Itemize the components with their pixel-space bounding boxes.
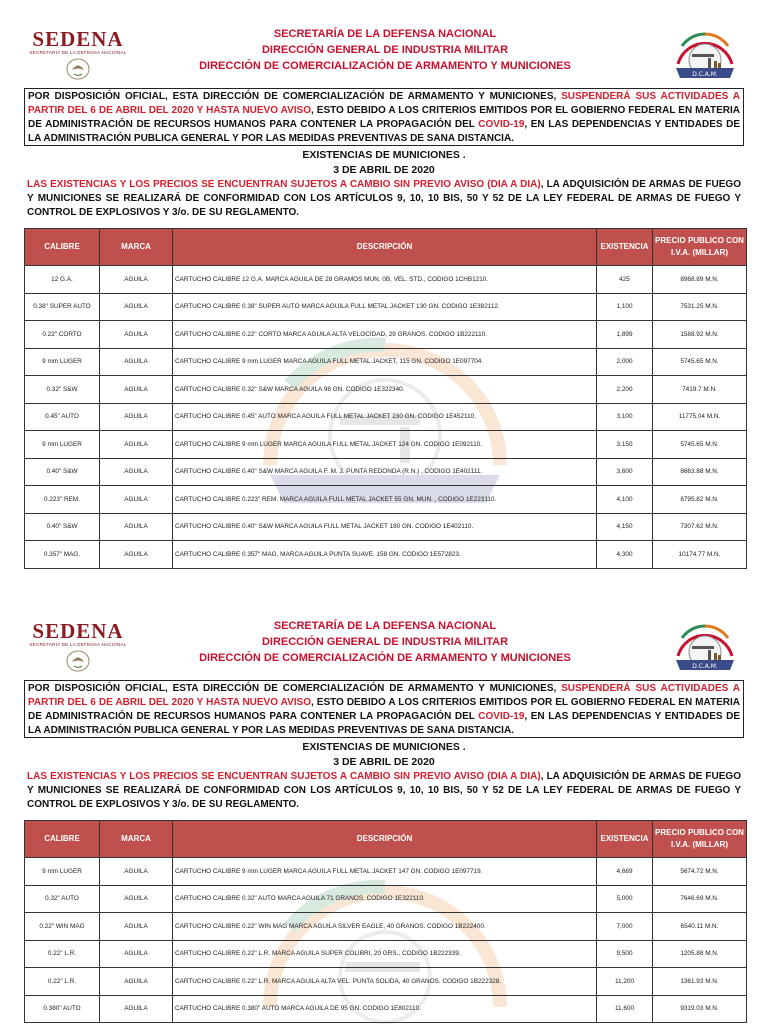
cell-calibre: 0.223" REM. bbox=[25, 486, 100, 514]
table-row bbox=[25, 348, 747, 376]
table-row bbox=[25, 266, 747, 294]
cell-precio: 5745.65 M.N. bbox=[653, 431, 747, 459]
cell-marca: AGUILA bbox=[100, 885, 173, 913]
cell-descripcion: CARTUCHO CALIBRE 0.38" SUPER AUTO MARCA AGUILA FULL METAL JACKET 130 GN. CODIGO 1E382112. bbox=[173, 293, 597, 321]
cell-precio: 1361.93 M.N. bbox=[653, 968, 747, 996]
cell-marca: AGUILA bbox=[100, 995, 173, 1023]
table-row bbox=[25, 458, 747, 486]
cell-calibre: 0.22" CORTO bbox=[25, 321, 100, 349]
sedena-logo bbox=[22, 28, 134, 85]
existencias-title: EXISTENCIAS DE MUNICIONES . bbox=[302, 149, 466, 161]
cell-marca: AGUILA bbox=[100, 376, 173, 404]
ammunition-table-page-1 bbox=[24, 228, 747, 569]
cell-descripcion: CARTUCHO CALIBRE 12 G.A. MARCA AGUILA DE 28 GRAMOS MUN. 0B, VEL. STD., CODIGO 1CHB1210. bbox=[173, 266, 597, 294]
cell-descripcion: CARTUCHO CALIBRE 0.357" MAG. MARCA AGUILA PUNTA SUAVE, 158 GN. CODIGO 1E572823. bbox=[173, 541, 597, 569]
cell-existencia: 1,899 bbox=[597, 321, 653, 349]
sedena-logo-wordmark: SEDENA bbox=[32, 619, 124, 643]
cell-precio: 7531.25 M.N. bbox=[653, 293, 747, 321]
table-header-row bbox=[25, 821, 747, 858]
cell-calibre: 9 mm LUGER bbox=[25, 431, 100, 459]
cell-descripcion: CARTUCHO CALIBRE 0.22" CORTO MARCA AGUILA ALTA VELOCIDAD, 29 GRANOS. CODIGO 1B222110. bbox=[173, 321, 597, 349]
sedena-logo-subtitle: SECRETARÍA DE LA DEFENSA NACIONAL bbox=[29, 642, 127, 647]
cell-descripcion: CARTUCHO CALIBRE 0.32" AUTO MARCA AGUILA 71 GRANOS. CODIGO 1E322110. bbox=[173, 885, 597, 913]
cell-precio: 8968.89 M.N. bbox=[653, 266, 747, 294]
cell-descripcion: CARTUCHO CALIBRE 0.40" S&W MARCA AGUILA FULL METAL JACKET 180 GN. CODIGO 1E402110. bbox=[173, 513, 597, 541]
table-row bbox=[25, 541, 747, 569]
header-calibre: CALIBRE bbox=[25, 229, 100, 266]
notice-text-1: POR DISPOSICIÓN OFICIAL, ESTA DIRECCIÓN DE COMERCIALIZACIÓN DE ARMAMENTO Y MUNICIONES, bbox=[28, 91, 562, 102]
cell-calibre: 9 mm LUGER bbox=[25, 858, 100, 886]
title-direccion-comercializacion: DIRECCIÓN DE COMERCIALIZACIÓN DE ARMAMENTO Y MUNICIONES bbox=[199, 60, 571, 72]
cell-existencia: 2,000 bbox=[597, 348, 653, 376]
cell-marca: AGUILA bbox=[100, 458, 173, 486]
cell-descripcion: CARTUCHO CALIBRE 0.380" AUTO MARCA AGUILA DE 95 GN. CODIGO 1E802110. bbox=[173, 995, 597, 1023]
cell-existencia: 5,000 bbox=[597, 885, 653, 913]
cell-calibre: 0.22" L.R. bbox=[25, 940, 100, 968]
cell-descripcion: CARTUCHO CALIBRE 0.32" S&W MARCA AGUILA 98 GN. CODIGO 1E322340. bbox=[173, 376, 597, 404]
cell-calibre: 0.40" S&W bbox=[25, 458, 100, 486]
disclaimer-highlight: LAS EXISTENCIAS Y LOS PRECIOS SE ENCUENTRAN SUJETOS A CAMBIO SIN PREVIO AVISO (DIA A DIA) bbox=[27, 179, 541, 190]
table-row bbox=[25, 513, 747, 541]
sedena-logo bbox=[22, 620, 134, 677]
cell-marca: AGUILA bbox=[100, 266, 173, 294]
notice-text-3: , EN LAS DEPENDENCIAS Y ENTIDADES DE LA ADMINISTRACIÓN PUBLICA GENERAL Y POR LAS MEDIDAS PREVENTIVAS DE SANA DISTANCIA. bbox=[28, 711, 741, 736]
notice-suspension-highlight: SUSPENDERÁ SUS ACTIVIDADES A PARTIR DEL 6 DE ABRIL DEL 2020 Y HASTA NUEVO AVISO bbox=[28, 683, 740, 708]
cell-descripcion: CARTUCHO CALIBRE 9 mm LUGER MARCA AGUILA FULL METAL JACKET, 115 GN. CODIGO 1E097704. bbox=[173, 348, 597, 376]
cell-calibre: 9 mm LUGER bbox=[25, 348, 100, 376]
dcam-logo bbox=[668, 24, 742, 86]
suspension-notice bbox=[24, 680, 744, 738]
cell-precio: 5674.72 M.N. bbox=[653, 858, 747, 886]
cell-precio: 10174.77 M.N. bbox=[653, 541, 747, 569]
dcam-logo-text: D.C.A.M. bbox=[692, 71, 718, 78]
cell-marca: AGUILA bbox=[100, 913, 173, 941]
report-date: 3 DE ABRIL DE 2020 bbox=[333, 756, 435, 768]
cell-marca: AGUILA bbox=[100, 486, 173, 514]
cell-calibre: 12 G.A. bbox=[25, 266, 100, 294]
cell-existencia: 4,669 bbox=[597, 858, 653, 886]
cell-calibre: 0.357" MAG. bbox=[25, 541, 100, 569]
cell-descripcion: CARTUCHO CALIBRE 0.223" REM. MARCA AGUILA FULL METAL JACKET 55 GN. MUN. , CODIGO 1E223110. bbox=[173, 486, 597, 514]
header-precio: PRECIO PUBLICO CON I.V.A. (MILLAR) bbox=[653, 821, 747, 858]
cell-marca: AGUILA bbox=[100, 403, 173, 431]
cell-descripcion: CARTUCHO CALIBRE 0.22" L.R. MARCA AGUILA SUPER COLIBRI, 20 GRS., CODIGO 1B222339. bbox=[173, 940, 597, 968]
cell-existencia: 1,100 bbox=[597, 293, 653, 321]
cell-descripcion: CARTUCHO CALIBRE 0.40" S&W MARCA AGUILA F. M. J. PUNTA REDONDA (R.N.) . CODIGO 1E402111. bbox=[173, 458, 597, 486]
title-secretaria: SECRETARÍA DE LA DEFENSA NACIONAL bbox=[273, 620, 497, 632]
cell-existencia: 3,100 bbox=[597, 403, 653, 431]
cell-marca: AGUILA bbox=[100, 513, 173, 541]
cell-existencia: 4,100 bbox=[597, 486, 653, 514]
header-titles bbox=[160, 618, 610, 666]
table-row bbox=[25, 403, 747, 431]
notice-text-2: , ESTO DEBIDO A LOS CRITERIOS EMITIDOS POR EL GOBIERNO FEDERAL EN MATERIA DE ADMINISTRACIÓN DE RECURSOS HUMANOS PARA CONTENER LA PROPAGACIÓN DEL bbox=[28, 105, 740, 130]
cell-calibre: 0.45" AUTO bbox=[25, 403, 100, 431]
header-existencia: EXISTENCIA bbox=[597, 229, 653, 266]
table-row bbox=[25, 885, 747, 913]
notice-covid-highlight: COVID-19 bbox=[478, 711, 525, 722]
page-header bbox=[0, 616, 768, 676]
title-secretaria: SECRETARÍA DE LA DEFENSA NACIONAL bbox=[273, 28, 497, 40]
cell-precio: 1205.88 M.N. bbox=[653, 940, 747, 968]
table-row bbox=[25, 858, 747, 886]
sedena-logo-subtitle: SECRETARÍA DE LA DEFENSA NACIONAL bbox=[29, 50, 127, 55]
cell-marca: AGUILA bbox=[100, 321, 173, 349]
cell-existencia: 425 bbox=[597, 266, 653, 294]
cell-calibre: 0.22" L.R. bbox=[25, 968, 100, 996]
header-descripcion: DESCRIPCIÓN bbox=[173, 229, 597, 266]
document-page-2 bbox=[0, 592, 768, 1024]
cell-precio: 1588.92 M.N. bbox=[653, 321, 747, 349]
disclaimer-highlight: LAS EXISTENCIAS Y LOS PRECIOS SE ENCUENTRAN SUJETOS A CAMBIO SIN PREVIO AVISO (DIA A DIA) bbox=[27, 771, 541, 782]
cell-precio: 11775.04 M.N. bbox=[653, 403, 747, 431]
table-row bbox=[25, 486, 747, 514]
disclaimer-text: , LA ADQUISICIÓN DE ARMAS DE FUEGO Y MUNICIONES SE REALIZARÁ DE CONFORMIDAD CON LOS ARTÍCULOS 9, 10, 10 BIS, 50 Y 52 DE LA LEY FEDERAL DE ARMAS DE FUEGO Y CONTROL DE EXPLOSIVOS Y 3/o. DE SU REGLAMENTO. bbox=[27, 179, 741, 218]
cell-precio: 9319.03 M.N. bbox=[653, 995, 747, 1023]
header-titles bbox=[160, 26, 610, 74]
header-existencia: EXISTENCIA bbox=[597, 821, 653, 858]
title-direccion-general: DIRECCIÓN GENERAL DE INDUSTRIA MILITAR bbox=[261, 44, 509, 56]
cell-calibre: 0.38" SUPER AUTO bbox=[25, 293, 100, 321]
cell-marca: AGUILA bbox=[100, 431, 173, 459]
cell-existencia: 9,500 bbox=[597, 940, 653, 968]
header-marca: MARCA bbox=[100, 229, 173, 266]
cell-existencia: 4,300 bbox=[597, 541, 653, 569]
cell-existencia: 11,600 bbox=[597, 995, 653, 1023]
table-row bbox=[25, 376, 747, 404]
cell-marca: AGUILA bbox=[100, 940, 173, 968]
header-precio: PRECIO PUBLICO CON I.V.A. (MILLAR) bbox=[653, 229, 747, 266]
cell-existencia: 11,200 bbox=[597, 968, 653, 996]
cell-descripcion: CARTUCHO CALIBRE 0.45" AUTO MARCA AGUILA FULL METAL JACKET 230 GN. CODIGO 1E452110. bbox=[173, 403, 597, 431]
cell-descripcion: CARTUCHO CALIBRE 0.22" L.R. MARCA AGUILA ALTA VEL. PUNTA SOLIDA, 40 GRANOS. CODIGO 1B222328. bbox=[173, 968, 597, 996]
cell-marca: AGUILA bbox=[100, 541, 173, 569]
cell-descripcion: CARTUCHO CALIBRE 9 mm LUGER MARCA AGUILA FULL METAL JACKET 124 GN. CODIGO 1E092110. bbox=[173, 431, 597, 459]
price-disclaimer bbox=[24, 770, 744, 814]
cell-calibre: 0.380" AUTO bbox=[25, 995, 100, 1023]
cell-precio: 8663.88 M.N. bbox=[653, 458, 747, 486]
header-calibre: CALIBRE bbox=[25, 821, 100, 858]
table-row bbox=[25, 968, 747, 996]
notice-suspension-highlight: SUSPENDERÁ SUS ACTIVIDADES A PARTIR DEL 6 DE ABRIL DEL 2020 Y HASTA NUEVO AVISO bbox=[28, 91, 740, 116]
cell-calibre: 0.32" AUTO bbox=[25, 885, 100, 913]
cell-marca: AGUILA bbox=[100, 968, 173, 996]
disclaimer-text: , LA ADQUISICIÓN DE ARMAS DE FUEGO Y MUNICIONES SE REALIZARÁ DE CONFORMIDAD CON LOS ARTÍCULOS 9, 10, 10 BIS, 50 Y 52 DE LA LEY FEDERAL DE ARMAS DE FUEGO Y CONTROL DE EXPLOSIVOS Y 3/o. DE SU REGLAMENTO. bbox=[27, 771, 741, 810]
sedena-logo-wordmark: SEDENA bbox=[32, 27, 124, 51]
table-header-row bbox=[25, 229, 747, 266]
cell-precio: 8795.82 M.N. bbox=[653, 486, 747, 514]
page-header bbox=[0, 24, 768, 84]
table-row bbox=[25, 995, 747, 1023]
cell-existencia: 2,200 bbox=[597, 376, 653, 404]
cell-existencia: 3,150 bbox=[597, 431, 653, 459]
cell-existencia: 4,150 bbox=[597, 513, 653, 541]
suspension-notice bbox=[24, 88, 744, 146]
table-row bbox=[25, 913, 747, 941]
cell-descripcion: CARTUCHO CALIBRE 0.22" WIN MAG MARCA AGUILA SILVER EAGLE, 40 GRANOS. CODIGO 1B222400. bbox=[173, 913, 597, 941]
ammunition-table-page-2 bbox=[24, 820, 747, 1023]
existencias-title: EXISTENCIAS DE MUNICIONES . bbox=[302, 741, 466, 753]
table-row bbox=[25, 293, 747, 321]
cell-marca: AGUILA bbox=[100, 858, 173, 886]
notice-covid-highlight: COVID-19 bbox=[478, 119, 525, 130]
cell-existencia: 3,600 bbox=[597, 458, 653, 486]
table-row bbox=[25, 431, 747, 459]
cell-calibre: 0.32" S&W bbox=[25, 376, 100, 404]
cell-precio: 7419.7 M.N. bbox=[653, 376, 747, 404]
cell-calibre: 0.40" S&W bbox=[25, 513, 100, 541]
cell-descripcion: CARTUCHO CALIBRE 9 mm LUGER MARCA AGUILA FULL METAL JACKET 147 GN. CODIGO 1E097719. bbox=[173, 858, 597, 886]
national-emblem-icon bbox=[65, 58, 91, 80]
header-marca: MARCA bbox=[100, 821, 173, 858]
dcam-logo-text: D.C.A.M. bbox=[692, 663, 718, 670]
cell-marca: AGUILA bbox=[100, 348, 173, 376]
dcam-logo bbox=[668, 616, 742, 678]
cell-marca: AGUILA bbox=[100, 293, 173, 321]
table-row bbox=[25, 321, 747, 349]
title-direccion-comercializacion: DIRECCIÓN DE COMERCIALIZACIÓN DE ARMAMENTO Y MUNICIONES bbox=[199, 652, 571, 664]
notice-text-3: , EN LAS DEPENDENCIAS Y ENTIDADES DE LA ADMINISTRACIÓN PUBLICA GENERAL Y POR LAS MEDIDAS PREVENTIVAS DE SANA DISTANCIA. bbox=[28, 119, 741, 144]
header-descripcion: DESCRIPCIÓN bbox=[173, 821, 597, 858]
cell-precio: 6540.11 M.N. bbox=[653, 913, 747, 941]
notice-text-2: , ESTO DEBIDO A LOS CRITERIOS EMITIDOS POR EL GOBIERNO FEDERAL EN MATERIA DE ADMINISTRACIÓN DE RECURSOS HUMANOS PARA CONTENER LA PROPAGACIÓN DEL bbox=[28, 697, 740, 722]
national-emblem-icon bbox=[65, 650, 91, 672]
cell-calibre: 0.22" WIN MAG bbox=[25, 913, 100, 941]
title-direccion-general: DIRECCIÓN GENERAL DE INDUSTRIA MILITAR bbox=[261, 636, 509, 648]
price-disclaimer bbox=[24, 178, 744, 222]
table-row bbox=[25, 940, 747, 968]
cell-existencia: 7,000 bbox=[597, 913, 653, 941]
report-date: 3 DE ABRIL DE 2020 bbox=[333, 164, 435, 176]
notice-text-1: POR DISPOSICIÓN OFICIAL, ESTA DIRECCIÓN DE COMERCIALIZACIÓN DE ARMAMENTO Y MUNICIONES, bbox=[28, 683, 562, 694]
cell-precio: 5745.65 M.N. bbox=[653, 348, 747, 376]
cell-precio: 7646.69 M.N. bbox=[653, 885, 747, 913]
cell-precio: 7307.62 M.N. bbox=[653, 513, 747, 541]
